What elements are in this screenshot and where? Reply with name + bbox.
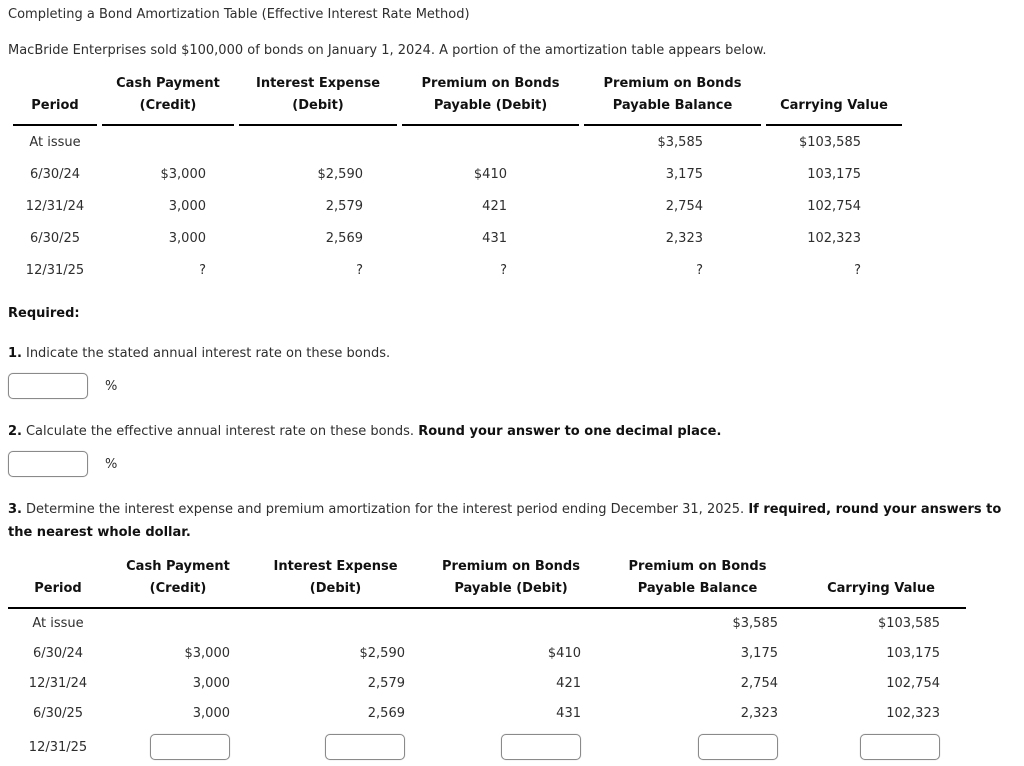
col-header-carrying-value: Carrying Value xyxy=(766,73,902,126)
cell-period: 12/31/25 xyxy=(25,262,85,278)
cell-interest-expense: ? xyxy=(356,262,363,278)
cell-premium-debit xyxy=(402,126,579,158)
table-row xyxy=(13,190,902,222)
cell-interest-expense-input xyxy=(248,728,423,766)
intro-text: MacBride Enterprises sold $100,000 of bonds on January 1, 2024. A portion of the amortization table appears below. xyxy=(8,43,767,58)
cell-cash-payment: ? xyxy=(199,262,206,278)
table-row xyxy=(8,668,966,698)
col-header-interest-expense: Interest Expense (Debit) xyxy=(248,556,423,608)
question-1-number: 1. xyxy=(8,346,22,361)
cell-cash-payment xyxy=(102,126,234,158)
cell-cash-payment: 3,000 xyxy=(168,230,206,246)
percent-sign: % xyxy=(105,456,118,472)
cell-carrying-value: 102,754 xyxy=(886,675,940,691)
col-header-cash-payment: Cash Payment (Credit) xyxy=(102,73,234,126)
table-row xyxy=(8,638,966,668)
cell-period: 12/31/25 xyxy=(28,739,88,755)
question-1 xyxy=(8,342,1016,365)
table-row xyxy=(13,222,902,254)
cell-cash-payment: 3,000 xyxy=(192,675,230,691)
question-3-text: Determine the interest expense and premium amortization for the interest period ending December 31, 2025. xyxy=(25,502,745,517)
cell-period: At issue xyxy=(32,616,84,631)
cell-carrying-value: 102,323 xyxy=(807,230,861,246)
answer-input-premium-balance[interactable] xyxy=(698,734,778,760)
col-header-spacer xyxy=(13,73,97,95)
table-header-row xyxy=(8,556,966,608)
cell-interest-expense: 2,569 xyxy=(367,705,405,721)
cell-interest-expense: 2,579 xyxy=(325,198,363,214)
answer-input-carrying-value[interactable] xyxy=(860,734,940,760)
answer-input-premium-debit[interactable] xyxy=(501,734,581,760)
required-label: Required: xyxy=(8,306,80,321)
q2-answer-input[interactable] xyxy=(8,451,88,477)
cell-premium-balance: $3,585 xyxy=(657,134,703,150)
cell-carrying-value: $103,585 xyxy=(877,616,940,631)
col-header-period: Period xyxy=(13,73,97,126)
col-header-spacer xyxy=(766,73,902,95)
answer-input-cash-payment[interactable] xyxy=(150,734,230,760)
cell-premium-debit: 421 xyxy=(482,198,507,214)
col-header-spacer xyxy=(796,556,966,578)
table-header-row xyxy=(13,73,902,126)
cell-period: 12/31/24 xyxy=(28,675,88,691)
cell-premium-balance: 2,754 xyxy=(665,198,703,214)
cell-period: 6/30/25 xyxy=(29,230,81,246)
cell-carrying-value: 103,175 xyxy=(807,166,861,182)
col-header-premium-debit: Premium on Bonds Payable (Debit) xyxy=(423,556,599,608)
cell-carrying-value: 102,754 xyxy=(807,198,861,214)
col-header-period: Period xyxy=(8,556,108,608)
cell-premium-debit-input xyxy=(423,728,599,766)
cell-period: 12/31/24 xyxy=(25,198,85,214)
question-2-text: Calculate the effective annual interest rate on these bonds. xyxy=(25,424,415,439)
question-2-bold-instruction: Round your answer to one decimal place. xyxy=(418,424,722,439)
q1-answer-input[interactable] xyxy=(8,373,88,399)
col-header-premium-balance: Premium on Bonds Payable Balance xyxy=(599,556,796,608)
cell-premium-debit: $410 xyxy=(547,645,581,661)
answer-amortization-table xyxy=(8,556,966,766)
cell-carrying-value: 102,323 xyxy=(886,705,940,721)
question-3-bold-instruction: If required, round your answers to the nearest whole dollar. xyxy=(8,502,1002,540)
cell-premium-debit: 431 xyxy=(556,705,581,721)
cell-period: 6/30/25 xyxy=(32,705,84,721)
cell-interest-expense: 2,579 xyxy=(367,675,405,691)
cell-premium-debit xyxy=(423,608,599,638)
answer-input-row xyxy=(8,728,966,766)
question-3 xyxy=(8,498,1016,544)
cell-carrying-value: 103,175 xyxy=(886,645,940,661)
cell-cash-payment: 3,000 xyxy=(192,705,230,721)
question-2 xyxy=(8,420,1016,443)
table-row xyxy=(8,698,966,728)
cell-cash-payment xyxy=(108,608,248,638)
cell-cash-payment: $3,000 xyxy=(160,166,206,182)
question-2-answer-row xyxy=(8,451,1016,477)
cell-interest-expense: $2,590 xyxy=(317,166,363,182)
col-header-carrying-value: Carrying Value xyxy=(796,556,966,608)
cell-carrying-value-input xyxy=(796,728,966,766)
page-title: Completing a Bond Amortization Table (Effective Interest Rate Method) xyxy=(8,7,470,22)
table-row xyxy=(13,158,902,190)
cell-cash-payment-input xyxy=(108,728,248,766)
given-amortization-table xyxy=(8,73,907,286)
col-header-premium-balance: Premium on Bonds Payable Balance xyxy=(584,73,761,126)
cell-premium-balance: ? xyxy=(696,262,703,278)
col-header-spacer xyxy=(8,556,108,578)
question-3-number: 3. xyxy=(8,502,22,517)
cell-premium-balance-input xyxy=(599,728,796,766)
cell-premium-balance: 3,175 xyxy=(665,166,703,182)
cell-premium-balance: 2,323 xyxy=(665,230,703,246)
percent-sign: % xyxy=(105,378,118,394)
cell-period: At issue xyxy=(29,134,81,150)
cell-interest-expense: $2,590 xyxy=(359,645,405,661)
col-header-cash-payment: Cash Payment (Credit) xyxy=(108,556,248,608)
table-row xyxy=(13,254,902,286)
cell-premium-debit: ? xyxy=(500,262,507,278)
col-header-interest-expense: Interest Expense (Debit) xyxy=(239,73,397,126)
question-2-number: 2. xyxy=(8,424,22,439)
question-1-answer-row xyxy=(8,373,1016,399)
cell-premium-balance: 2,323 xyxy=(740,705,778,721)
cell-premium-debit: $410 xyxy=(473,166,507,182)
cell-period: 6/30/24 xyxy=(32,645,84,661)
cell-interest-expense xyxy=(248,608,423,638)
cell-premium-balance: 3,175 xyxy=(740,645,778,661)
cell-carrying-value: ? xyxy=(854,262,861,278)
cell-carrying-value: $103,585 xyxy=(798,134,861,150)
cell-cash-payment: $3,000 xyxy=(184,645,230,661)
table-row xyxy=(8,608,966,638)
cell-premium-debit: 421 xyxy=(556,675,581,691)
cell-interest-expense xyxy=(239,126,397,158)
cell-premium-balance: 2,754 xyxy=(740,675,778,691)
table-row xyxy=(13,126,902,158)
col-header-premium-debit: Premium on Bonds Payable (Debit) xyxy=(402,73,579,126)
cell-interest-expense: 2,569 xyxy=(325,230,363,246)
cell-premium-balance: $3,585 xyxy=(732,616,778,631)
cell-period: 6/30/24 xyxy=(29,166,81,182)
cell-cash-payment: 3,000 xyxy=(168,198,206,214)
answer-input-interest-expense[interactable] xyxy=(325,734,405,760)
cell-premium-debit: 431 xyxy=(482,230,507,246)
question-1-text: Indicate the stated annual interest rate on these bonds. xyxy=(25,346,391,361)
